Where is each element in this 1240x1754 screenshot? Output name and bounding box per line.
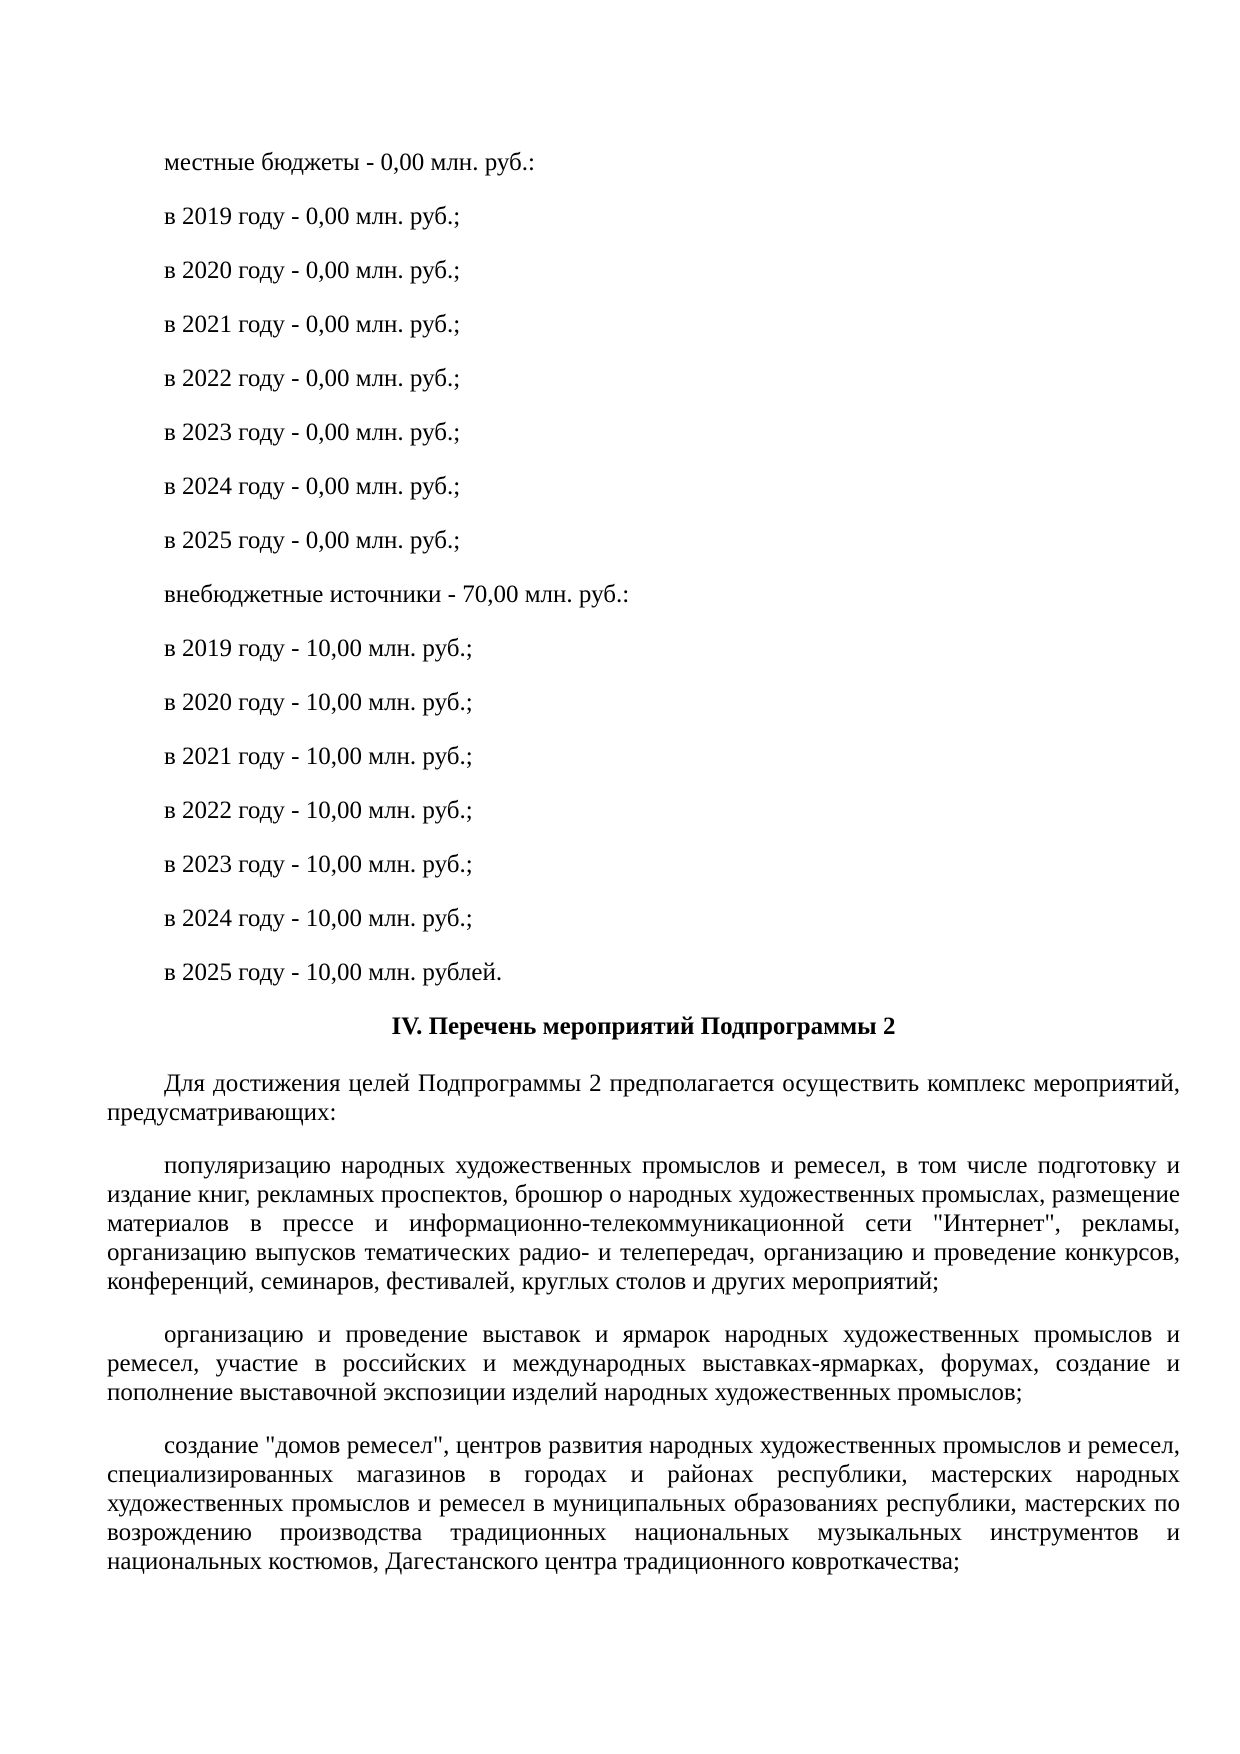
section-heading: IV. Перечень мероприятий Подпрограммы 2 [391, 1013, 896, 1040]
document-content [107, 148, 1180, 1600]
budget-line: в 2025 году - 0,00 млн. руб.; [164, 527, 461, 554]
body-paragraph: Для достижения целей Подпрограммы 2 предполагается осуществить комплекс мероприятий, предусматривающих: [107, 1070, 1180, 1126]
body-paragraph: организацию и проведение выставок и ярмарок народных художественных промыслов и ремесел, участие в российских и международных выставках-ярмарках, форумах, создание и пополнение выставочной экспозиции изделий народных художественных промыслов; [107, 1321, 1180, 1406]
budget-line: в 2024 году - 0,00 млн. руб.; [164, 473, 461, 500]
budget-line: местные бюджеты - 0,00 млн. руб.: [164, 149, 535, 176]
budget-line: в 2019 году - 0,00 млн. руб.; [164, 203, 461, 230]
budget-line: в 2021 году - 10,00 млн. руб.; [164, 743, 473, 770]
budget-line: в 2024 году - 10,00 млн. руб.; [164, 905, 473, 932]
budget-line: в 2023 году - 0,00 млн. руб.; [164, 419, 461, 446]
budget-line: в 2025 году - 10,00 млн. рублей. [164, 959, 503, 986]
budget-line: в 2019 году - 10,00 млн. руб.; [164, 635, 473, 662]
budget-line: в 2020 году - 0,00 млн. руб.; [164, 257, 461, 284]
budget-line: в 2021 году - 0,00 млн. руб.; [164, 311, 461, 338]
budget-line: внебюджетные источники - 70,00 млн. руб.: [164, 581, 630, 608]
budget-line: в 2022 году - 10,00 млн. руб.; [164, 797, 473, 824]
body-paragraph: популяризацию народных художественных промыслов и ремесел, в том числе подготовку и издание книг, рекламных проспектов, брошюр о народных художественных промыслах, размещение материалов в прессе и информационно-телекоммуникационной сети "Интернет", рекламы, организацию выпусков тематических радио- и телепередач, организацию и проведение конкурсов, конференций, семинаров, фестивалей, круглых столов и других мероприятий; [107, 1152, 1180, 1295]
budget-line: в 2020 году - 10,00 млн. руб.; [164, 689, 473, 716]
body-paragraph: создание "домов ремесел", центров развития народных художественных промыслов и ремесел, специализированных магазинов в городах и районах республики, мастерских народных художественных промыслов и ремесел в муниципальных образованиях республики, мастерских по возрождению производства традиционных национальных музыкальных инструментов и национальных костюмов, Дагестанского центра традиционного ковроткачества; [107, 1432, 1180, 1575]
budget-line: в 2022 году - 0,00 млн. руб.; [164, 365, 461, 392]
budget-line: в 2023 году - 10,00 млн. руб.; [164, 851, 473, 878]
